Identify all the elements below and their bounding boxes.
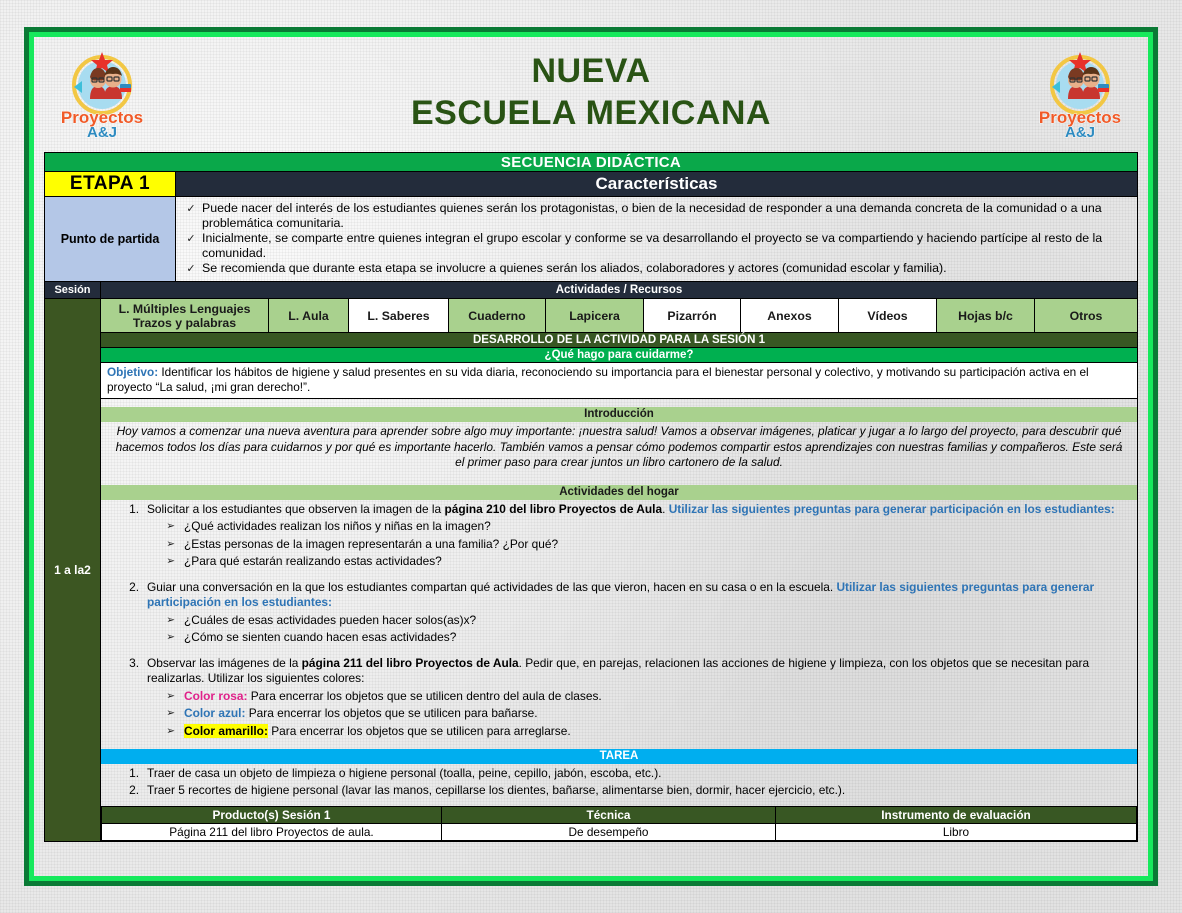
check-icon: ✓ <box>186 263 196 275</box>
arrow-icon: ➢ <box>166 707 175 719</box>
spacer <box>101 399 1137 407</box>
tarea-number: 1. <box>129 766 139 780</box>
svg-text:Proyectos: Proyectos <box>60 108 144 127</box>
spacer <box>101 739 1137 749</box>
tarea-number: 2. <box>129 782 139 797</box>
activity-number: 3. <box>129 655 139 670</box>
tab-videos[interactable]: Vídeos <box>839 299 937 332</box>
arrow-icon: ➢ <box>166 537 175 550</box>
session-column-header: Sesión <box>45 282 101 298</box>
activity-text-part2: . Pedir que, en parejas, relacionen las acciones de higiene y limpieza, con los objetos que se necesitan para realizarlas. Utilizar los siguientes colores: <box>147 655 1090 685</box>
introduccion-bar: Introducción <box>101 407 1137 422</box>
title-line-2: ESCUELA MEXICANA <box>411 94 771 132</box>
tab-lapicera[interactable]: Lapicera <box>546 299 644 332</box>
tab-label-line2: Trazos y palabras <box>132 315 237 330</box>
arrow-icon: ➢ <box>166 689 175 702</box>
tab-label-line1: L. Múltiples Lenguajes <box>118 301 251 316</box>
etapa-badge: ETAPA 1 <box>45 172 176 196</box>
session-range-line2: 2 <box>84 562 91 577</box>
tab-anexos[interactable]: Anexos <box>741 299 839 332</box>
activity-text-part: Observar las imágenes de la <box>147 655 302 670</box>
session-range-line1: 1 a la <box>54 562 85 577</box>
tarea-item <box>105 766 1129 782</box>
activity-subitem-text: ¿Qué actividades realizan los niños y niñas en la imagen? <box>184 519 491 533</box>
actividades-hogar-bar: Actividades del hogar <box>101 485 1137 500</box>
characteristic-text: Puede nacer del interés de los estudiantes quienes serán los protagonistas, o bien de la necesidad de responder a una demanda concreta de la comunidad o a una problemática comunitaria. <box>202 201 1102 230</box>
document-frame <box>24 27 1158 886</box>
svg-text:Proyectos: Proyectos <box>1038 108 1122 127</box>
activity-text-bold: página 210 del libro Proyectos de Aula <box>444 501 663 516</box>
spacer <box>101 477 1137 485</box>
document-header <box>44 47 1138 152</box>
arrow-icon: ➢ <box>166 520 175 532</box>
activity-color-subitem-amarillo <box>105 724 1129 740</box>
product-table-row <box>101 823 1137 841</box>
punto-de-partida-label: Punto de partida <box>45 197 176 281</box>
activity-item-2 <box>105 580 1129 611</box>
activity-text <box>147 502 1129 518</box>
activity-item-1 <box>105 502 1129 518</box>
secuencia-didactica-bar: SECUENCIA DIDÁCTICA <box>44 152 1138 172</box>
caracteristicas-header: Características <box>176 172 1137 196</box>
tab-l-aula[interactable]: L. Aula <box>269 299 349 332</box>
document-content <box>44 47 1138 866</box>
desarrollo-subtitle-bar: ¿Qué hago para cuidarme? <box>101 348 1137 363</box>
session-range-cell <box>45 299 101 841</box>
activity-number: 2. <box>129 579 139 594</box>
color-label-rosa: Color rosa: <box>184 688 248 703</box>
page-title <box>164 51 1018 135</box>
session-body-row <box>44 299 1138 842</box>
introduccion-text: Hoy vamos a comenzar una nueva aventura para aprender sobre algo muy importante: ¡nuestra salud! Vamos a observar imágenes, platicar y jugar a lo largo del proyecto, para descubrir qué hacemos todos los días para cuidarnos y por qué es importante hacerlo. También vamos a pensar cómo podemos compartir estos aprendizajes con nuestras familias y compañeros. Este será el primer paso para crear juntos un libro cartonero de la salud. <box>115 424 1123 469</box>
activity-text-blue: Utilizar las siguientes preguntas para generar participación en los estudiantes: <box>668 501 1115 516</box>
color-subitem-desc: Para encerrar los objetos que se utilicen dentro del aula de clases. <box>247 688 602 703</box>
color-subitem-desc: Para encerrar los objetos que se utilicen para bañarse. <box>245 706 538 720</box>
svg-text:A&J: A&J <box>1064 124 1096 141</box>
product-header-tecnica: Técnica <box>442 807 776 823</box>
arrow-icon: ➢ <box>166 613 175 626</box>
product-header-instrumento: Instrumento de evaluación <box>776 807 1136 823</box>
spacer <box>105 646 1129 656</box>
color-subitem-desc: Para encerrar los objetos que se utilicen para arreglarse. <box>267 723 571 738</box>
activity-subitem <box>105 537 1129 553</box>
activity-text-part2: . <box>662 501 669 516</box>
activity-subitem-text: ¿Cómo se sienten cuando hacen esas actividades? <box>184 630 457 644</box>
product-value-tecnica: De desempeño <box>442 824 776 840</box>
activity-subitem-text: ¿Estas personas de la imagen representarán a una familia? ¿Por qué? <box>184 536 559 551</box>
characteristic-bullet <box>180 231 1129 261</box>
color-subitem-text <box>184 706 1129 722</box>
activity-text <box>147 580 1129 611</box>
check-icon: ✓ <box>186 233 196 245</box>
punto-de-partida-row <box>44 197 1138 282</box>
characteristic-text: Inicialmente, se comparte entre quienes integran el grupo escolar y conforme se va desarrollando el proyecto se va compartiendo y haciendo partícipe al resto de la comunidad. <box>202 231 1103 260</box>
session-main-column <box>101 299 1137 841</box>
proyectos-ayj-logo-left <box>52 49 152 141</box>
activity-subitem <box>105 613 1129 629</box>
objetivo-text: Identificar los hábitos de higiene y salud presentes en su vida diaria, reconociendo su importancia para el bienestar personal y colectivo, y motivando su participación activa en el proyecto “La salud, ¡mi gran derecho!”. <box>107 365 1089 394</box>
activity-text-blue: Utilizar las siguientes preguntas para generar participación en los estudiantes: <box>147 579 1095 609</box>
arrow-icon: ➢ <box>166 724 175 737</box>
tab-otros[interactable]: Otros <box>1035 299 1137 332</box>
tarea-text: Traer 5 recortes de higiene personal (lavar las manos, cepillarse los dientes, bañarse, alimentarse bien, dormir, hacer ejercicio, etc.). <box>147 782 846 797</box>
arrow-icon: ➢ <box>166 555 175 567</box>
tab-multiples-lenguajes[interactable] <box>101 299 269 332</box>
activity-number: 1. <box>129 501 139 516</box>
session-activities-header-row <box>44 282 1138 299</box>
activity-subitem-text: ¿Cuáles de esas actividades pueden hacer solos(as)x? <box>184 612 477 627</box>
product-value-producto: Página 211 del libro Proyectos de aula. <box>102 824 442 840</box>
etapa-header-row <box>44 172 1138 197</box>
svg-text:A&J: A&J <box>86 124 118 141</box>
activity-subitem <box>105 554 1129 570</box>
color-subitem-text <box>184 724 1129 740</box>
activity-color-subitem-rosa <box>105 689 1129 705</box>
activities-resources-header: Actividades / Recursos <box>101 282 1137 298</box>
activity-item-3 <box>105 656 1129 687</box>
resource-tabs <box>101 299 1137 333</box>
activity-subitem <box>105 519 1129 535</box>
tarea-list <box>101 764 1137 801</box>
desarrollo-bar: DESARROLLO DE LA ACTIVIDAD PARA LA SESIÓN 1 <box>101 333 1137 348</box>
characteristic-bullet <box>180 261 1129 277</box>
check-icon: ✓ <box>186 203 196 215</box>
product-header-producto: Producto(s) Sesión 1 <box>102 807 442 823</box>
activity-color-subitem-azul <box>105 706 1129 722</box>
spacer <box>105 570 1129 580</box>
objetivo-label: Objetivo: <box>107 365 159 379</box>
color-label-amarillo: Color amarillo: <box>184 723 268 738</box>
product-value-instrumento: Libro <box>776 824 1136 840</box>
characteristic-bullet <box>180 201 1129 231</box>
tab-l-saberes[interactable]: L. Saberes <box>349 299 449 332</box>
characteristic-text: Se recomienda que durante esta etapa se involucre a quienes serán los aliados, colaboradores y actores (comunidad escolar y familia). <box>202 261 947 275</box>
tarea-text: Traer de casa un objeto de limpieza o higiene personal (toalla, peine, cepillo, jabón, escoba, etc.). <box>147 766 662 780</box>
product-table-header-row <box>101 806 1137 823</box>
actividades-hogar-list <box>101 500 1137 740</box>
caracteristicas-list <box>176 197 1137 281</box>
proyectos-ayj-logo-right <box>1030 49 1130 141</box>
activity-text-part: Guiar una conversación en la que los estudiantes compartan qué actividades de las que vieron, hacen en su casa o en la escuela. <box>147 579 837 594</box>
document-inner-frame <box>29 32 1153 881</box>
tab-cuaderno[interactable]: Cuaderno <box>449 299 546 332</box>
activity-text <box>147 656 1129 687</box>
activity-subitem-text: ¿Para qué estarán realizando estas actividades? <box>184 554 442 568</box>
tarea-item <box>105 783 1129 799</box>
color-label-azul: Color azul: <box>184 706 246 720</box>
arrow-icon: ➢ <box>166 631 175 643</box>
tarea-bar: TAREA <box>101 749 1137 764</box>
activity-subitem <box>105 630 1129 646</box>
color-subitem-text <box>184 689 1129 705</box>
tab-hojas-bc[interactable]: Hojas b/c <box>937 299 1035 332</box>
objetivo-block <box>101 363 1137 399</box>
activity-text-bold: página 211 del libro Proyectos de Aula <box>301 655 519 670</box>
title-line-1: NUEVA <box>531 52 651 90</box>
activity-text-part: Solicitar a los estudiantes que observen la imagen de la <box>147 501 445 516</box>
tab-pizarron[interactable]: Pizarrón <box>644 299 741 332</box>
